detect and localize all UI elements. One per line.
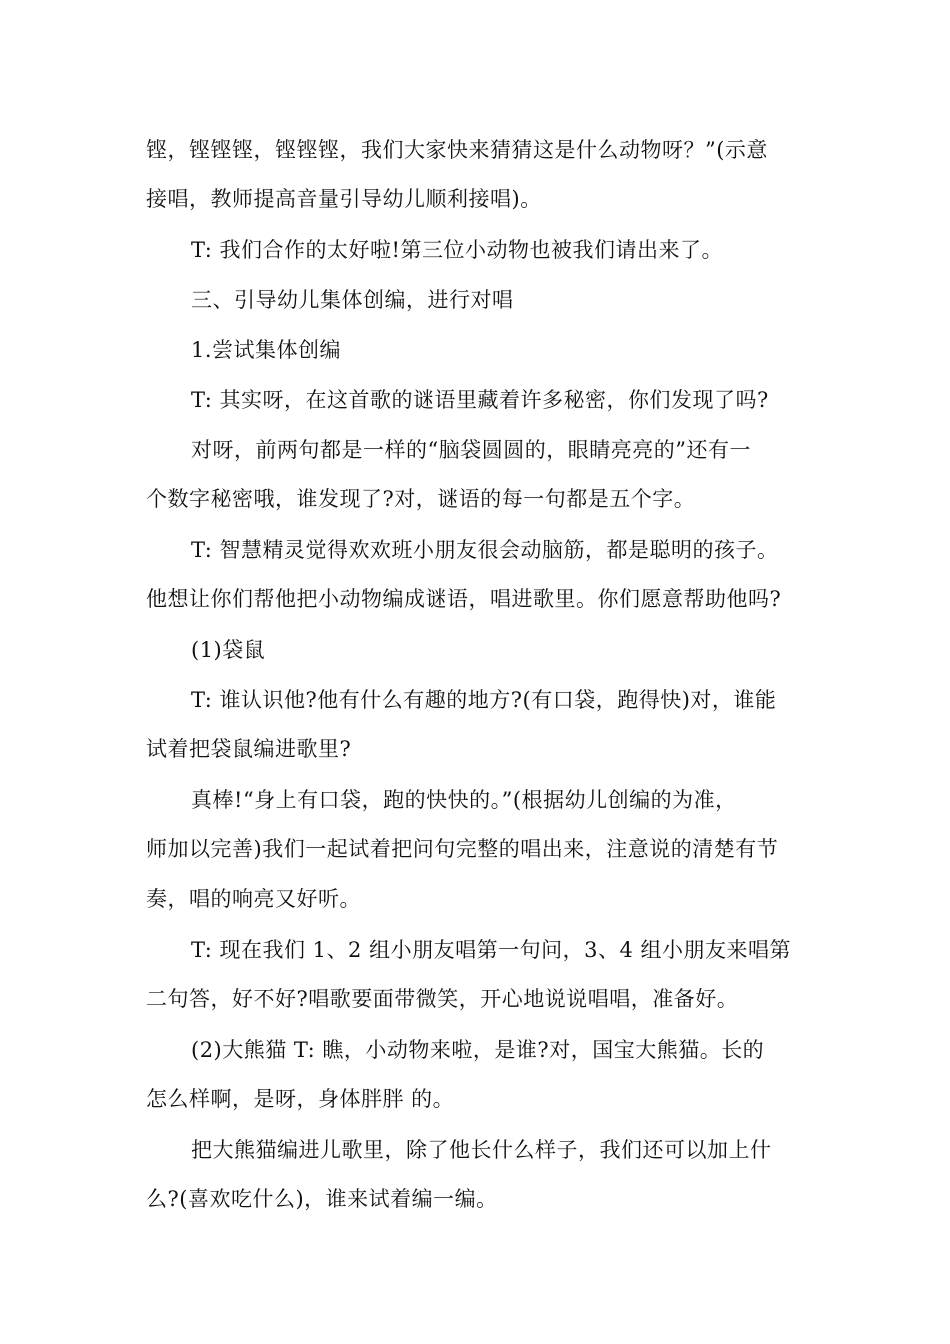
text-line-8: 个数字秘密哦，谁发现了?对，谜语的每一句都是五个字。 <box>146 487 696 511</box>
text-line-10: 他想让你们帮他把小动物编成谜语，唱进歌里。你们愿意帮助他吗? <box>146 587 782 611</box>
text-line-9: T: 智慧精灵觉得欢欢班小朋友很会动脑筋，都是聪明的孩子。 <box>191 538 779 562</box>
text-line-14: 真棒!“身上有口袋，跑的快快的。”(根据幼儿创编的为准， <box>191 788 737 812</box>
text-line-16: 奏，唱的响亮又好听。 <box>146 887 361 911</box>
text-line-7: 对呀，前两句都是一样的“脑袋圆圆的，眼睛亮亮的”还有一 <box>191 438 751 462</box>
text-line-22: 么?(喜欢吃什么)，谁来试着编一编。 <box>146 1187 498 1211</box>
text-line-15: 师加以完善)我们一起试着把问句完整的唱出来，注意说的清楚有节 <box>146 837 779 861</box>
subheading-1: 1.尝试集体创编 <box>191 338 342 362</box>
section-heading-3: 三、引导幼儿集体创编，进行对唱 <box>191 288 514 312</box>
text-line-12: T: 谁认识他?他有什么有趣的地方?(有口袋，跑得快)对，谁能 <box>191 688 777 712</box>
text-line-2: 接唱，教师提高音量引导幼儿顺利接唱)。 <box>146 187 542 211</box>
text-line-19: (2)大熊猫 T: 瞧，小动物来啦，是谁?对，国宝大熊猫。长的 <box>191 1038 765 1062</box>
text-line-3: T: 我们合作的太好啦!第三位小动物也被我们请出来了。 <box>191 238 723 262</box>
text-line-21: 把大熊猫编进儿歌里，除了他长什么样子，我们还可以加上什 <box>191 1138 772 1162</box>
text-line-17: T: 现在我们 1、2 组小朋友唱第一句问，3、4 组小朋友来唱第 <box>191 938 791 962</box>
subheading-kangaroo: (1)袋鼠 <box>191 638 266 662</box>
text-line-18: 二句答，好不好?唱歌要面带微笑，开心地说说唱唱，准备好。 <box>146 987 739 1011</box>
text-line-13: 试着把袋鼠编进歌里? <box>146 737 352 761</box>
text-line-1: 铿，铿铿铿，铿铿铿，我们大家快来猜猜这是什么动物呀？”(示意 <box>146 138 768 162</box>
text-line-6: T: 其实呀，在这首歌的谜语里藏着许多秘密，你们发现了吗? <box>191 388 769 412</box>
text-line-20: 怎么样啊，是呀，身体胖胖 的。 <box>146 1087 455 1111</box>
